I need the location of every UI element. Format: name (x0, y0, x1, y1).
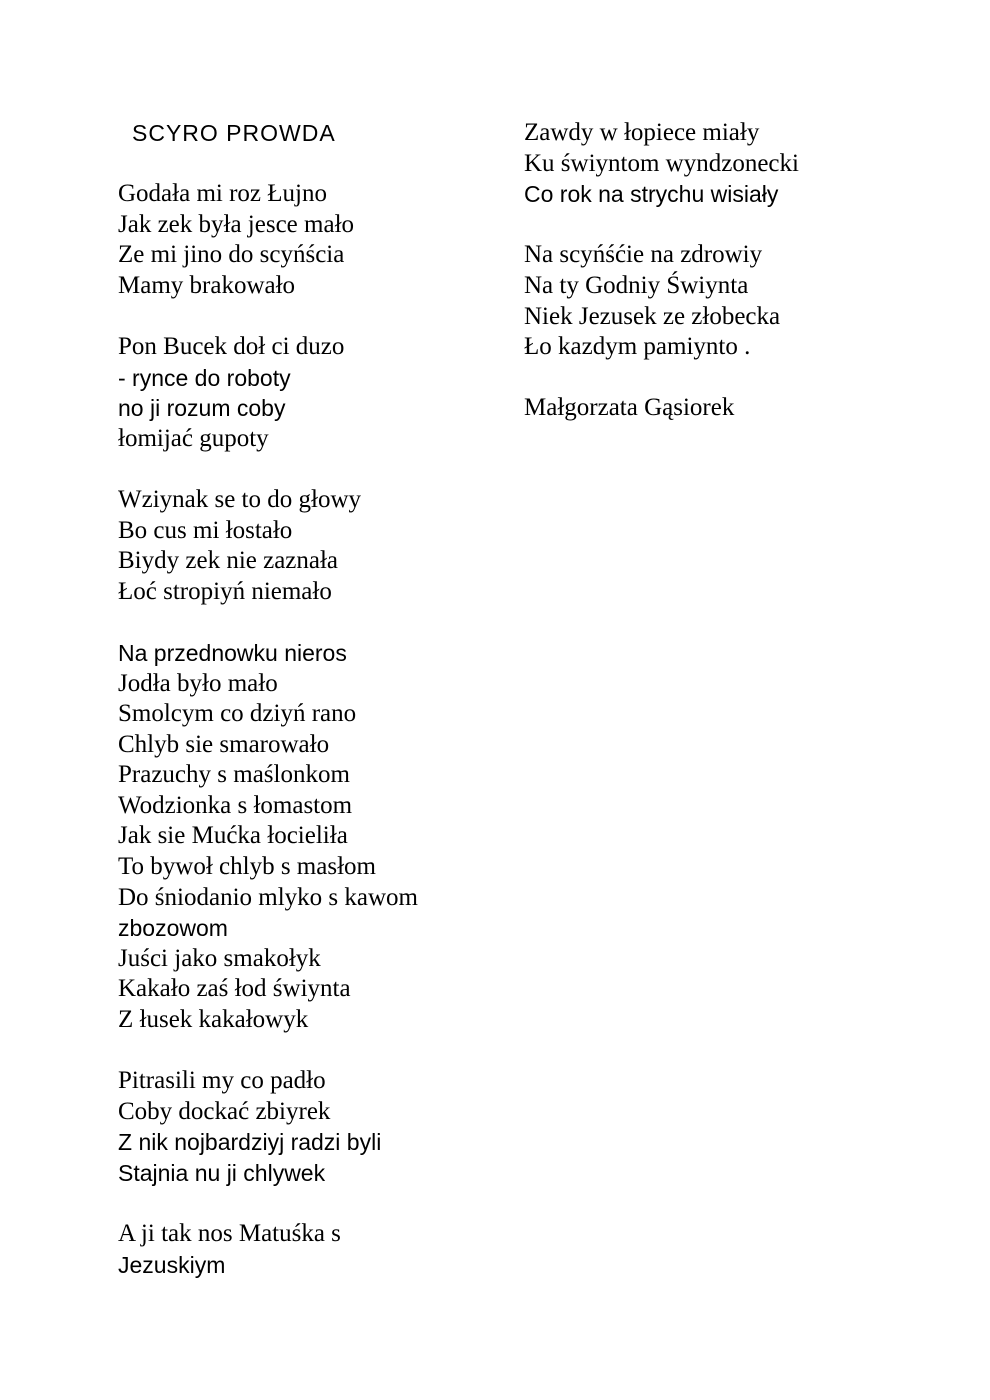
poem-line: Pitrasili my co padło (118, 1067, 326, 1095)
stanza-6 (118, 1219, 498, 1280)
poem-line: Prazuchy s maślonkom (118, 761, 350, 789)
stanza-3 (118, 485, 498, 607)
stanza-2 (118, 332, 498, 454)
stanza-7 (524, 118, 964, 210)
stanza-8 (524, 240, 964, 362)
poem-line: Pon Bucek doł ci duzo (118, 332, 345, 360)
poem-line: Zawdy w łopiece miały (524, 119, 760, 146)
poem-line: Jak sie Mućka łocieliła (118, 822, 348, 850)
poem-line: Niek Jezusek ze złobecka (524, 302, 781, 330)
poem-line: Z łusek kakałowyk (118, 1006, 309, 1034)
poem-line: Jak zek była jesce mało (118, 210, 355, 238)
poem-line: Bo cus mi łostało (118, 516, 293, 544)
poem-line: Jodła było mało (118, 669, 278, 697)
poem-line: To bywoł chlyb s masłom (118, 853, 376, 881)
poem-line: Łoć stropiyń niemało (118, 577, 332, 605)
stanza-1 (118, 179, 498, 301)
poem-line: Co rok na strychu wisiały (524, 181, 779, 208)
poem-line: Wodzionka s łomastom (118, 791, 353, 819)
poem-line: Na ty Godniy Świynta (524, 271, 749, 299)
poem-line: Stajnia nu ji chlywek (118, 1160, 326, 1186)
poem-line: Do śniodanio mlyko s kawom (118, 883, 418, 911)
poem-line: Juści jako smakołyk (118, 944, 321, 972)
poem-author: Małgorzata Gąsiorek (524, 394, 735, 422)
poem-line: zbozowom (118, 915, 228, 942)
poem-line: Ku świyntom wyndzonecki (524, 149, 799, 177)
poem-line: Z nik nojbardziyj radzi byli (118, 1129, 382, 1156)
poem-line: Biydy zek nie zaznała (118, 547, 339, 575)
poem-line: Na scyńśćie na zdrowiy (524, 241, 763, 269)
poem-line: Wziynak se to do głowy (118, 485, 362, 513)
poem-line: A ji tak nos Matuśka s (118, 1220, 341, 1248)
poem-line: no ji rozum coby (118, 395, 286, 422)
poem-line: Ło kazdym pamiynto . (524, 333, 751, 361)
poem-title: SCYRO PROWDA (132, 120, 336, 146)
stanza-5 (118, 1066, 498, 1188)
poem-line: Mamy brakowało (118, 271, 296, 299)
poem-line: Godała mi roz Łujno (118, 180, 327, 207)
poem-line: Jezuskiym (118, 1251, 226, 1278)
poem-line: Chlyb sie smarowało (118, 730, 330, 758)
stanza-4 (118, 638, 498, 1036)
poem-line: - ryncе do roboty (118, 364, 291, 391)
poem-line: łomijać gupoty (118, 424, 269, 452)
poem-line: Smolcym co dziyń rano (118, 700, 357, 728)
poem-left-column (118, 118, 498, 1280)
author-block (524, 393, 964, 424)
poem-right-column (524, 118, 964, 424)
poem-line: Ze mi jino do scyńścia (118, 241, 345, 269)
poem-line: Kakało zaś łod świynta (118, 975, 351, 1003)
poem-line: Coby dockać zbiyrek (118, 1097, 331, 1125)
poem-line: Na przednowku nieros (118, 639, 347, 666)
